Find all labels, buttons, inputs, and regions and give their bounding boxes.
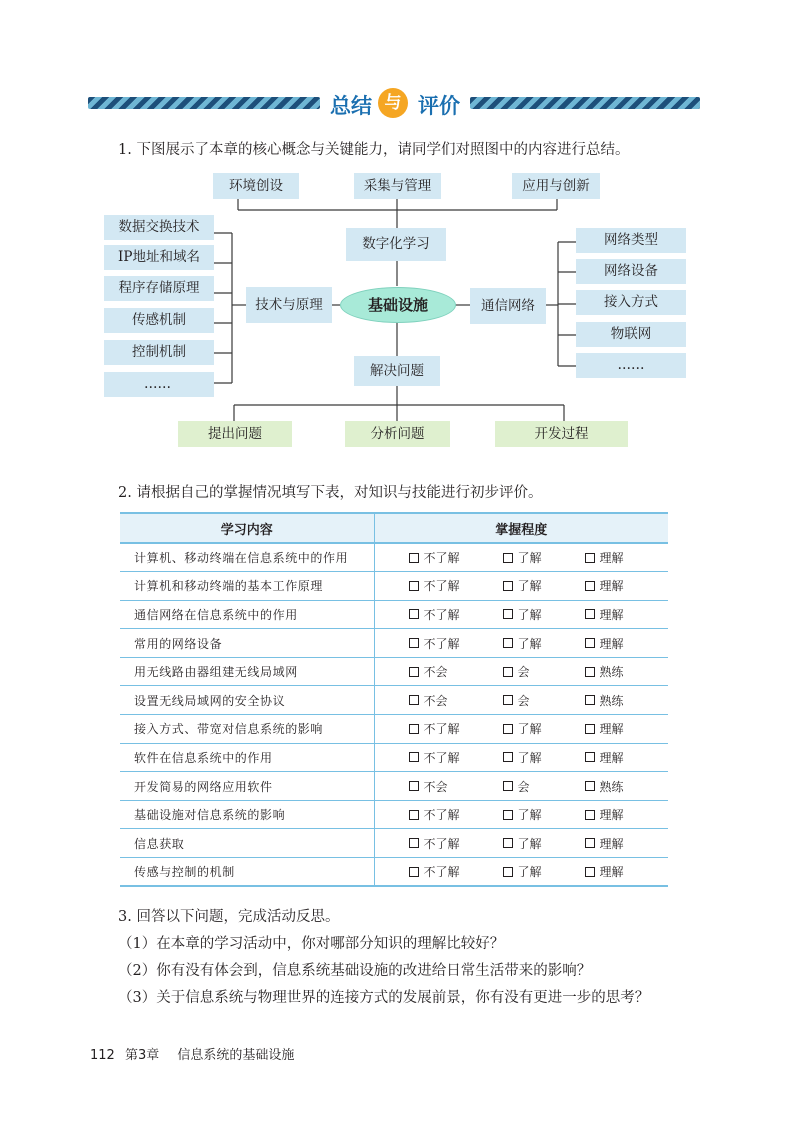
checkbox[interactable] (585, 781, 595, 791)
header-badge-icon: 与 (378, 88, 408, 118)
mastery-option-label: 理解 (599, 750, 624, 765)
checkbox[interactable] (503, 695, 513, 705)
mastery-option[interactable] (585, 778, 624, 795)
mastery-option[interactable] (585, 549, 624, 566)
mindmap-left-item: 程序存储原理 (104, 276, 214, 301)
question-2: 2. 请根据自己的掌握情况填写下表，对知识与技能进行初步评价。 (118, 485, 543, 501)
mindmap-top-item: 环境创设 (213, 173, 299, 199)
chapter-title: 信息系统的基础设施 (177, 1048, 295, 1063)
mastery-option[interactable] (585, 749, 624, 766)
checkbox[interactable] (585, 867, 595, 877)
mastery-option[interactable] (503, 863, 585, 880)
checkbox[interactable] (585, 838, 595, 848)
mastery-option-label: 会 (517, 779, 530, 794)
learning-content-cell: 开发简易的网络应用软件 (120, 772, 374, 801)
mastery-options-cell (374, 629, 668, 658)
learning-content-cell: 软件在信息系统中的作用 (120, 743, 374, 772)
column-header-mastery: 掌握程度 (374, 513, 668, 543)
checkbox[interactable] (585, 667, 595, 677)
checkbox[interactable] (503, 609, 513, 619)
mindmap-bottom-item: 提出问题 (178, 421, 292, 447)
mastery-option[interactable] (585, 806, 624, 823)
table-row (120, 772, 668, 801)
mastery-option-label: 会 (517, 693, 530, 708)
mastery-option[interactable] (503, 778, 585, 795)
reflection-question: （2）你有没有体会到，信息系统基础设施的改进给日常生活带来的影响？ (118, 963, 592, 979)
reflection-question: （1）在本章的学习活动中，你对哪部分知识的理解比较好？ (118, 936, 505, 952)
checkbox[interactable] (409, 581, 419, 591)
mindmap-left-node: 技术与原理 (246, 287, 332, 323)
mastery-option-label: 理解 (599, 865, 624, 880)
mastery-option-label: 了解 (517, 808, 542, 823)
mastery-option-label: 不了解 (423, 636, 460, 651)
table-row (120, 743, 668, 772)
mindmap-right-item: 物联网 (576, 322, 686, 347)
checkbox[interactable] (409, 867, 419, 877)
checkbox[interactable] (585, 609, 595, 619)
mastery-option[interactable] (503, 635, 585, 652)
checkbox[interactable] (409, 667, 419, 677)
table-row (120, 629, 668, 658)
mastery-option[interactable] (503, 835, 585, 852)
checkbox[interactable] (409, 695, 419, 705)
mastery-option[interactable] (409, 835, 503, 852)
mastery-option-label: 理解 (599, 836, 624, 851)
checkbox[interactable] (409, 781, 419, 791)
mastery-option-label: 不了解 (423, 808, 460, 823)
mastery-option[interactable] (585, 577, 624, 594)
checkbox[interactable] (503, 810, 513, 820)
mastery-option-label: 会 (517, 665, 530, 680)
table-row (120, 858, 668, 887)
checkbox[interactable] (409, 609, 419, 619)
mastery-option[interactable] (585, 635, 624, 652)
checkbox[interactable] (503, 867, 513, 877)
learning-content-cell: 信息获取 (120, 829, 374, 858)
mindmap-upper-node: 数字化学习 (346, 228, 446, 261)
mastery-options-cell (374, 543, 668, 572)
mastery-option[interactable] (585, 835, 624, 852)
mastery-options-cell (374, 657, 668, 686)
mastery-option[interactable] (409, 863, 503, 880)
mastery-option[interactable] (409, 778, 503, 795)
mastery-options-cell (374, 715, 668, 744)
mastery-option[interactable] (585, 663, 624, 680)
mastery-option-label: 理解 (599, 808, 624, 823)
checkbox[interactable] (409, 752, 419, 762)
checkbox[interactable] (409, 810, 419, 820)
mastery-option[interactable] (409, 806, 503, 823)
checkbox[interactable] (585, 724, 595, 734)
mindmap-lower-node: 解决问题 (354, 356, 440, 386)
learning-content-cell: 用无线路由器组建无线局域网 (120, 657, 374, 686)
evaluation-table (120, 512, 668, 887)
mastery-options-cell (374, 686, 668, 715)
mastery-option-label: 不了解 (423, 722, 460, 737)
mindmap-right-item: 网络设备 (576, 259, 686, 284)
learning-content-cell: 计算机、移动终端在信息系统中的作用 (120, 543, 374, 572)
mastery-option-label: 不了解 (423, 750, 460, 765)
mindmap-right-item: …… (576, 353, 686, 378)
mastery-option-label: 了解 (517, 551, 542, 566)
mastery-option[interactable] (503, 692, 585, 709)
mastery-option-label: 理解 (599, 722, 624, 737)
mastery-option-label: 了解 (517, 750, 542, 765)
mastery-option[interactable] (409, 663, 503, 680)
checkbox[interactable] (409, 838, 419, 848)
table-row (120, 829, 668, 858)
mindmap-left-item: IP地址和域名 (104, 245, 214, 270)
mastery-option-label: 了解 (517, 722, 542, 737)
mastery-option-label: 熟练 (599, 693, 624, 708)
mindmap-center-node: 基础设施 (340, 287, 456, 323)
checkbox[interactable] (585, 810, 595, 820)
header-title-left: 总结 (330, 94, 372, 118)
mastery-option-label: 不会 (423, 779, 448, 794)
mastery-option-label: 了解 (517, 836, 542, 851)
mastery-option-label: 了解 (517, 607, 542, 622)
table-row (120, 600, 668, 629)
mindmap-left-item: 数据交换技术 (104, 215, 214, 240)
learning-content-cell: 常用的网络设备 (120, 629, 374, 658)
checkbox[interactable] (409, 638, 419, 648)
mastery-option[interactable] (585, 692, 624, 709)
mastery-option-label: 不了解 (423, 836, 460, 851)
mastery-option[interactable] (585, 863, 624, 880)
mastery-option-label: 理解 (599, 636, 624, 651)
mastery-option[interactable] (503, 606, 585, 623)
checkbox[interactable] (585, 553, 595, 563)
table-row (120, 572, 668, 601)
checkbox[interactable] (409, 724, 419, 734)
mastery-option[interactable] (503, 720, 585, 737)
mastery-option[interactable] (409, 577, 503, 594)
mastery-option-label: 不了解 (423, 607, 460, 622)
mindmap-bottom-item: 分析问题 (345, 421, 450, 447)
checkbox[interactable] (503, 724, 513, 734)
table-row (120, 657, 668, 686)
learning-content-cell: 基础设施对信息系统的影响 (120, 800, 374, 829)
table-row (120, 800, 668, 829)
learning-content-cell: 设置无线局域网的安全协议 (120, 686, 374, 715)
mastery-option-label: 理解 (599, 551, 624, 566)
table-row (120, 686, 668, 715)
mastery-options-cell (374, 800, 668, 829)
reflection-question: （3）关于信息系统与物理世界的连接方式的发展前景，你有没有更进一步的思考？ (118, 990, 650, 1006)
mastery-option[interactable] (409, 692, 503, 709)
checkbox[interactable] (585, 752, 595, 762)
mastery-option-label: 熟练 (599, 779, 624, 794)
checkbox[interactable] (503, 553, 513, 563)
mastery-option-label: 不了解 (423, 579, 460, 594)
mindmap-top-item: 采集与管理 (354, 173, 441, 199)
mastery-option[interactable] (585, 606, 624, 623)
checkbox[interactable] (503, 667, 513, 677)
mastery-options-cell (374, 829, 668, 858)
mastery-option[interactable] (503, 549, 585, 566)
header-title-right: 评价 (418, 94, 460, 118)
mastery-option-label: 不会 (423, 665, 448, 680)
learning-content-cell: 传感与控制的机制 (120, 858, 374, 887)
mindmap-right-item: 接入方式 (576, 290, 686, 315)
mastery-option-label: 不了解 (423, 865, 460, 880)
mastery-option-label: 不了解 (423, 551, 460, 566)
mastery-option-label: 不会 (423, 693, 448, 708)
page-footer (90, 1044, 294, 1063)
mindmap-left-item: …… (104, 372, 214, 397)
mastery-option-label: 理解 (599, 579, 624, 594)
mastery-option-label: 熟练 (599, 665, 624, 680)
mastery-option-label: 理解 (599, 607, 624, 622)
table-header-row (120, 513, 668, 543)
mastery-option-label: 了解 (517, 636, 542, 651)
mastery-options-cell (374, 600, 668, 629)
learning-content-cell: 计算机和移动终端的基本工作原理 (120, 572, 374, 601)
checkbox[interactable] (503, 838, 513, 848)
mastery-option-label: 了解 (517, 865, 542, 880)
mastery-options-cell (374, 858, 668, 887)
checkbox[interactable] (585, 695, 595, 705)
mastery-option-label: 了解 (517, 579, 542, 594)
mastery-option[interactable] (503, 806, 585, 823)
learning-content-cell: 通信网络在信息系统中的作用 (120, 600, 374, 629)
table-row (120, 715, 668, 744)
mastery-option[interactable] (409, 549, 503, 566)
mastery-option[interactable] (503, 663, 585, 680)
checkbox[interactable] (503, 638, 513, 648)
mindmap-left-item: 传感机制 (104, 308, 214, 333)
checkbox[interactable] (503, 781, 513, 791)
mindmap-right-node: 通信网络 (470, 288, 546, 324)
question-1: 1. 下图展示了本章的核心概念与关键能力，请同学们对照图中的内容进行总结。 (118, 142, 630, 158)
mastery-options-cell (374, 772, 668, 801)
learning-content-cell: 接入方式、带宽对信息系统的影响 (120, 715, 374, 744)
mastery-options-cell (374, 572, 668, 601)
mastery-option[interactable] (409, 749, 503, 766)
mastery-options-cell (374, 743, 668, 772)
checkbox[interactable] (409, 553, 419, 563)
mastery-option[interactable] (409, 720, 503, 737)
mindmap-right-item: 网络类型 (576, 228, 686, 253)
checkbox[interactable] (585, 581, 595, 591)
column-header-content: 学习内容 (120, 513, 374, 543)
mastery-option[interactable] (503, 577, 585, 594)
checkbox[interactable] (503, 581, 513, 591)
mindmap-bottom-item: 开发过程 (495, 421, 628, 447)
mastery-option[interactable] (409, 606, 503, 623)
checkbox[interactable] (585, 638, 595, 648)
mindmap-left-item: 控制机制 (104, 340, 214, 365)
chapter-label: 第3章 (124, 1048, 160, 1063)
mastery-option[interactable] (409, 635, 503, 652)
table-row (120, 543, 668, 572)
mastery-option[interactable] (585, 720, 624, 737)
checkbox[interactable] (503, 752, 513, 762)
mindmap-top-item: 应用与创新 (512, 173, 600, 199)
mastery-option[interactable] (503, 749, 585, 766)
page-number: 112 (90, 1048, 115, 1063)
question-3: 3. 回答以下问题，完成活动反思。 (118, 909, 340, 925)
